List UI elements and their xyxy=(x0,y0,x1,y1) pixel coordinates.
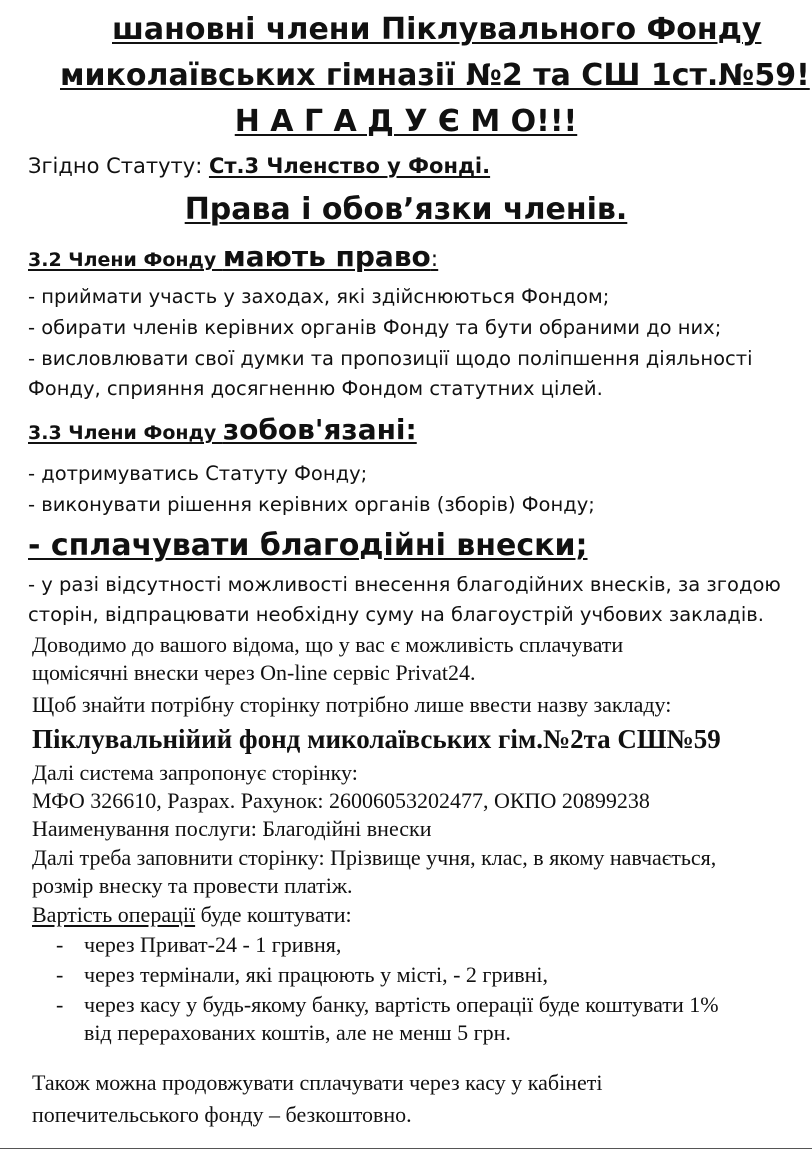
statute-line xyxy=(28,154,490,178)
final-line-1: Також можна продовжувати сплачувати через касу у кабінеті xyxy=(32,1070,603,1095)
cost-item-1: через Приват-24 - 1 гривня, xyxy=(84,932,342,957)
payment-p3: Щоб знайти потрібну сторінку потрібно лише ввести назву закладу: xyxy=(32,692,672,717)
cost-item-3: через касу у будь-якому банку, вартість операції буде коштувати 1% xyxy=(84,992,719,1017)
rights-item-3: - висловлювати свої думки та пропозиції щодо поліпшення діяльності xyxy=(28,347,753,370)
bank-details: МФО 326610, Разрах. Рахунок: 26006053202477, ОКПО 20899238 xyxy=(32,788,650,813)
rights-item-4: Фонду, сприяння досягненню Фондом статутних цілей. xyxy=(28,377,603,400)
duties-item-1: - дотримуватись Статуту Фонду; xyxy=(28,462,368,485)
cost-dash-3: - xyxy=(56,992,64,1017)
rights-item-1: - приймати участь у заходах, які здійснюються Фондом; xyxy=(28,285,610,308)
cost-label: Вартість операції xyxy=(32,902,196,927)
rights-heading-small: 3.2 Члени Фонду xyxy=(28,249,223,271)
payment-p1: Доводимо до вашого відома, що у вас є можливість сплачувати xyxy=(32,632,624,657)
fund-name: Піклувальнійий фонд миколаївських гім.№2та СШ№59 xyxy=(32,724,721,754)
duties-heading xyxy=(28,413,417,446)
rights-item-2: - обирати членів керівних органів Фонду та бути обраними до них; xyxy=(28,316,722,339)
bottom-divider xyxy=(0,1148,812,1149)
statute-article: Ст.3 Членство у Фонді. xyxy=(208,154,491,178)
payment-p8: розмір внеску та провести платіж. xyxy=(32,873,353,898)
cost-dash-2: - xyxy=(56,962,64,987)
cost-line xyxy=(32,902,352,928)
rights-heading-big: мають право xyxy=(222,240,431,273)
duties-after-1: - у разі відсутності можливості внесення благодійних внесків, за згодою xyxy=(28,573,781,596)
statute-prefix: Згідно Статуту: xyxy=(28,154,209,178)
cost-dash-1: - xyxy=(56,932,64,957)
cost-rest: буде коштувати: xyxy=(195,902,352,927)
duties-big-item: - сплачувати благодійні внески; xyxy=(28,528,588,563)
final-line-2: попечительського фонду – безкоштовно. xyxy=(32,1102,412,1127)
header-line-1: шановні члени Піклувального Фонду xyxy=(112,12,762,47)
header-line-3: Н А Г А Д У Є М О!!! xyxy=(234,104,578,139)
payment-p4: Далі система запропонує сторінку: xyxy=(32,760,358,785)
rights-heading xyxy=(28,240,438,273)
duties-heading-small: 3.3 Члени Фонду xyxy=(28,422,223,444)
cost-item-2: через термінали, які працюють у місті, - 2 гривні, xyxy=(84,962,548,987)
header-line-2: миколаївських гімназії №2 та СШ 1ст.№59! xyxy=(60,58,810,93)
service-name: Наименування послуги: Благодійні внески xyxy=(32,816,432,841)
payment-p2: щомісячні внески через On-line сервіс Privat24. xyxy=(32,660,476,685)
rights-heading-end: : xyxy=(430,247,439,272)
payment-p7: Далі треба заповнити сторінку: Прізвище учня, клас, в якому навчається, xyxy=(32,845,717,870)
duties-heading-big: зобов'язані: xyxy=(222,413,417,446)
duties-after-2: сторін, відпрацювати необхідну суму на благоустрій учбових закладів. xyxy=(28,603,764,626)
section-title: Права і обов’язки членів. xyxy=(184,192,628,227)
cost-item-4: від перерахованих коштів, але не менш 5 грн. xyxy=(84,1020,511,1045)
duties-item-2: - виконувати рішення керівних органів (зборів) Фонду; xyxy=(28,493,595,516)
